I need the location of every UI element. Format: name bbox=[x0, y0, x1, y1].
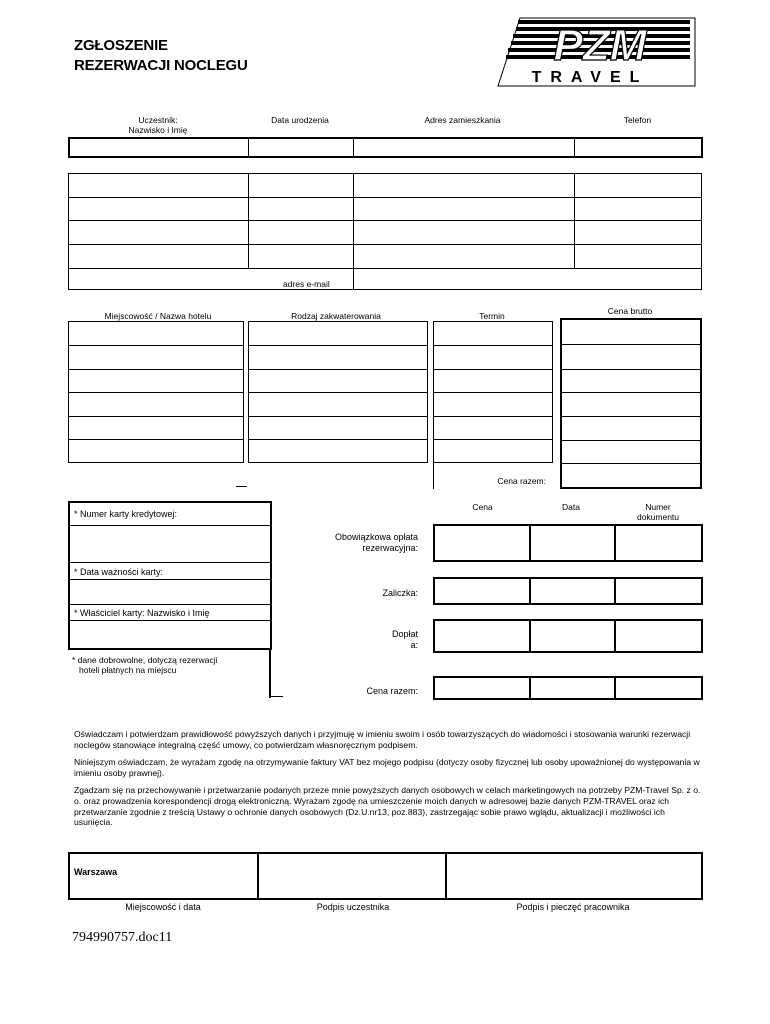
card-number-field[interactable] bbox=[70, 526, 270, 562]
declaration-2: Niniejszym oświadczam, że wyrażam zgodę na otrzymywanie faktury VAT bez mojego podpisu (dotyczy osoby fizycznej lub osoby upoważnionej do występowania w imieniu osoby prawnej). bbox=[74, 757, 700, 778]
document-header-line-1: Numer bbox=[645, 502, 671, 512]
payment-price-header: Cena bbox=[472, 502, 493, 512]
surcharge-line-2: a: bbox=[410, 640, 418, 650]
gross-price-column[interactable] bbox=[560, 318, 702, 489]
mandatory-fee-label bbox=[280, 532, 418, 554]
pzm-travel-logo bbox=[490, 14, 705, 96]
surcharge-line-1: Dopłat bbox=[391, 629, 418, 639]
card-number-label: * Numer karty kredytowej: bbox=[74, 509, 178, 519]
accommodation-type-header: Rodzaj zakwaterowania bbox=[291, 311, 381, 321]
payment-total-row[interactable] bbox=[433, 676, 703, 700]
email-field[interactable] bbox=[355, 268, 700, 289]
hotel-name-column[interactable] bbox=[68, 321, 244, 463]
term-header: Termin bbox=[479, 311, 505, 321]
advance-label: Zaliczka: bbox=[382, 588, 418, 598]
declaration-3: Zgadzam się na przechowywanie i przetwarzanie podanych przeze mnie powyższych danych osobowych w celach marketingowych na potrzeby PZM-Travel Sp. z o. o. oraz prowadzenia korespondencji drogą elektroniczną. Wyrażam zgodę na umieszczenie moich danych w adresowej bazie danych PZM-TRAVEL oraz ich przetwarzanie zgodnie z treścią Ustawy o ochronie danych osobowych (Dz.U.nr13, poz.883), zastrzegając sobie prawo wglądu, aktualizacji i możliwości ich usunięcia. bbox=[74, 785, 701, 828]
participant-signature-field[interactable] bbox=[259, 854, 445, 898]
declarations bbox=[74, 729, 704, 828]
payment-date-header: Data bbox=[562, 502, 580, 512]
hotel-total-label: Cena razem: bbox=[497, 476, 546, 486]
participant-header-line-2: Nazwisko i Imię bbox=[128, 125, 188, 135]
place-date-label: Miejscowość i data bbox=[125, 902, 201, 912]
place-date-field[interactable] bbox=[70, 854, 257, 898]
hotel-name-header: Miejscowość / Nazwa hotelu bbox=[104, 311, 212, 321]
employee-signature-field[interactable] bbox=[447, 854, 701, 898]
mandatory-fee-line-2: rezerwacyjna: bbox=[362, 543, 418, 553]
participant-row-1[interactable] bbox=[68, 137, 703, 158]
card-note bbox=[72, 655, 218, 675]
email-label: adres e-mail bbox=[283, 279, 330, 289]
surcharge-label bbox=[280, 629, 418, 651]
surcharge-row[interactable] bbox=[433, 619, 703, 653]
declaration-1: Oświadczam i potwierdzam prawidłowość powyższych danych i przyjmuję w imieniu swoim i osób towarzyszących do wiadomości i stosowania warunki rezerwacji noclegów stanowiące integralną część umowy, co potwierdzam własnoręcznym podpisem. bbox=[74, 729, 691, 750]
birth-date-header: Data urodzenia bbox=[271, 115, 329, 125]
card-expiry-field[interactable] bbox=[70, 580, 270, 604]
title-line-1: ZGŁOSZENIE bbox=[74, 37, 168, 54]
card-note-line-2: hoteli płatnych na miejscu bbox=[79, 665, 177, 675]
card-expiry-label: * Data ważności karty: bbox=[74, 567, 164, 577]
title-line-2: REZERWACJI NOCLEGU bbox=[74, 57, 248, 74]
mandatory-fee-row[interactable] bbox=[433, 524, 703, 562]
payment-document-header bbox=[618, 502, 698, 522]
signature-table bbox=[68, 852, 703, 900]
accommodation-type-column[interactable] bbox=[248, 321, 428, 463]
address-header: Adres zamieszkania bbox=[424, 115, 501, 125]
document-header-line-2: dokumentu bbox=[636, 512, 680, 522]
mandatory-fee-line-1: Obowiązkowa opłata bbox=[334, 532, 418, 542]
card-note-line-1: * dane dobrowolne, dotyczą rezerwacji bbox=[72, 655, 218, 665]
term-column[interactable] bbox=[433, 321, 553, 463]
employee-signature-label: Podpis i pieczęć pracownika bbox=[516, 902, 630, 912]
payment-total-label: Cena razem: bbox=[366, 686, 418, 696]
document-filename: 794990757.doc11 bbox=[72, 930, 173, 945]
page-title bbox=[74, 36, 248, 76]
gross-price-header: Cena brutto bbox=[607, 306, 653, 316]
card-owner-label: * Właściciel karty: Nazwisko i Imię bbox=[74, 608, 210, 618]
place-value: Warszawa bbox=[74, 867, 118, 877]
advance-row[interactable] bbox=[433, 577, 703, 605]
participant-header-line-1: Uczestnik: bbox=[138, 115, 178, 125]
logo-subtext: TRAVEL bbox=[531, 69, 649, 86]
credit-card-box bbox=[68, 501, 272, 650]
participant-name-header bbox=[108, 115, 208, 135]
logo-text: PZM bbox=[553, 21, 647, 70]
phone-header: Telefon bbox=[623, 115, 652, 125]
card-owner-field[interactable] bbox=[70, 621, 270, 650]
participant-signature-label: Podpis uczestnika bbox=[316, 902, 390, 912]
